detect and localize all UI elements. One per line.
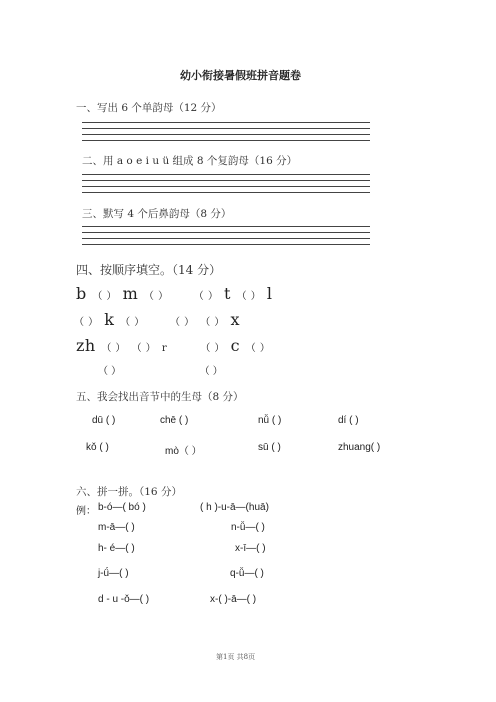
answer-line: [82, 122, 370, 123]
order-blank: （ ）: [98, 366, 122, 377]
answer-line: [82, 134, 370, 135]
section-5-heading: 五、我会找出音节中的生母（8 分）: [76, 391, 244, 403]
order-cell: t: [224, 284, 231, 303]
answer-line: [82, 192, 370, 193]
initial-item: dí ( ): [338, 415, 359, 426]
order-blank: （ ）: [199, 366, 223, 377]
page-footer: 第1页 共8页: [216, 653, 256, 661]
pinyin-item: j-ǘ—( ): [98, 568, 129, 579]
order-blank: （ ）: [236, 291, 262, 302]
order-row-2: [74, 310, 240, 329]
order-blank: （ ）: [169, 317, 195, 328]
pinyin-item: d - u -ǒ—( ): [98, 594, 150, 605]
answer-line: [82, 180, 370, 181]
order-blank: （ ）: [120, 317, 145, 328]
order-cell: c: [230, 336, 241, 355]
order-cell: r: [161, 343, 168, 354]
answer-line: [82, 128, 370, 129]
pinyin-item: n-ǚ—( ): [231, 522, 265, 533]
answer-line: [82, 232, 370, 233]
initial-item: zhuang( ): [338, 442, 381, 453]
order-blank: （ ）: [143, 291, 169, 302]
order-blank: （ ）: [245, 343, 271, 354]
example-right: ( h )-u-ā—(huā): [200, 502, 269, 513]
order-cell: k: [104, 310, 115, 329]
answer-line: [82, 174, 370, 175]
initial-item: sū ( ): [258, 442, 281, 453]
pinyin-item: q-ǚ—( ): [230, 568, 264, 579]
order-row-1: [76, 284, 272, 303]
page-title: 幼小衔接暑假班拼音题卷: [180, 69, 301, 82]
order-blank: （ ）: [200, 317, 225, 328]
initial-item: kǒ ( ): [86, 442, 109, 453]
answer-line: [82, 244, 370, 245]
initial-item: nǚ ( ): [258, 415, 282, 426]
order-blank: （ ）: [101, 343, 127, 354]
order-cell: x: [230, 310, 241, 329]
order-row-4: [98, 362, 223, 377]
order-blank: （ ）: [193, 291, 219, 302]
section-4-heading: 四、按顺序填空。（14 分）: [76, 263, 222, 277]
order-row-3: [76, 336, 270, 355]
section-3-heading: 三、默写 4 个后鼻韵母（8 分）: [82, 208, 232, 220]
pinyin-item: m-ā—( ): [98, 522, 135, 533]
order-blank: （ ）: [74, 317, 99, 328]
answer-line: [82, 186, 370, 187]
order-cell: zh: [76, 336, 96, 355]
order-blank: （ ）: [131, 343, 157, 354]
section-1-heading: 一、写出 6 个单韵母（12 分）: [76, 102, 222, 114]
section-6-heading: 六、拼一拼。（16 分）: [76, 486, 182, 498]
answer-line: [82, 226, 370, 227]
example-label: 例：: [76, 506, 96, 517]
section-2-heading: 二、用 a o e i u ü 组成 8 个复韵母（16 分）: [82, 155, 298, 167]
order-cell: l: [266, 284, 273, 303]
pinyin-item: x-ī—( ): [235, 543, 266, 554]
initial-item: dū ( ): [92, 415, 116, 426]
initial-item: chē ( ): [160, 415, 189, 426]
pinyin-item: x-( )-ā—( ): [210, 594, 257, 605]
order-blank: （ ）: [92, 291, 118, 302]
order-cell: b: [76, 284, 87, 303]
initial-item: mò（ ）: [165, 446, 202, 457]
order-blank: （ ）: [200, 343, 226, 354]
answer-line: [82, 238, 370, 239]
example-left: b-ó—( bó ): [98, 502, 146, 513]
pinyin-item: h- é—( ): [98, 543, 135, 554]
answer-line: [82, 140, 370, 141]
order-cell: m: [122, 284, 139, 303]
